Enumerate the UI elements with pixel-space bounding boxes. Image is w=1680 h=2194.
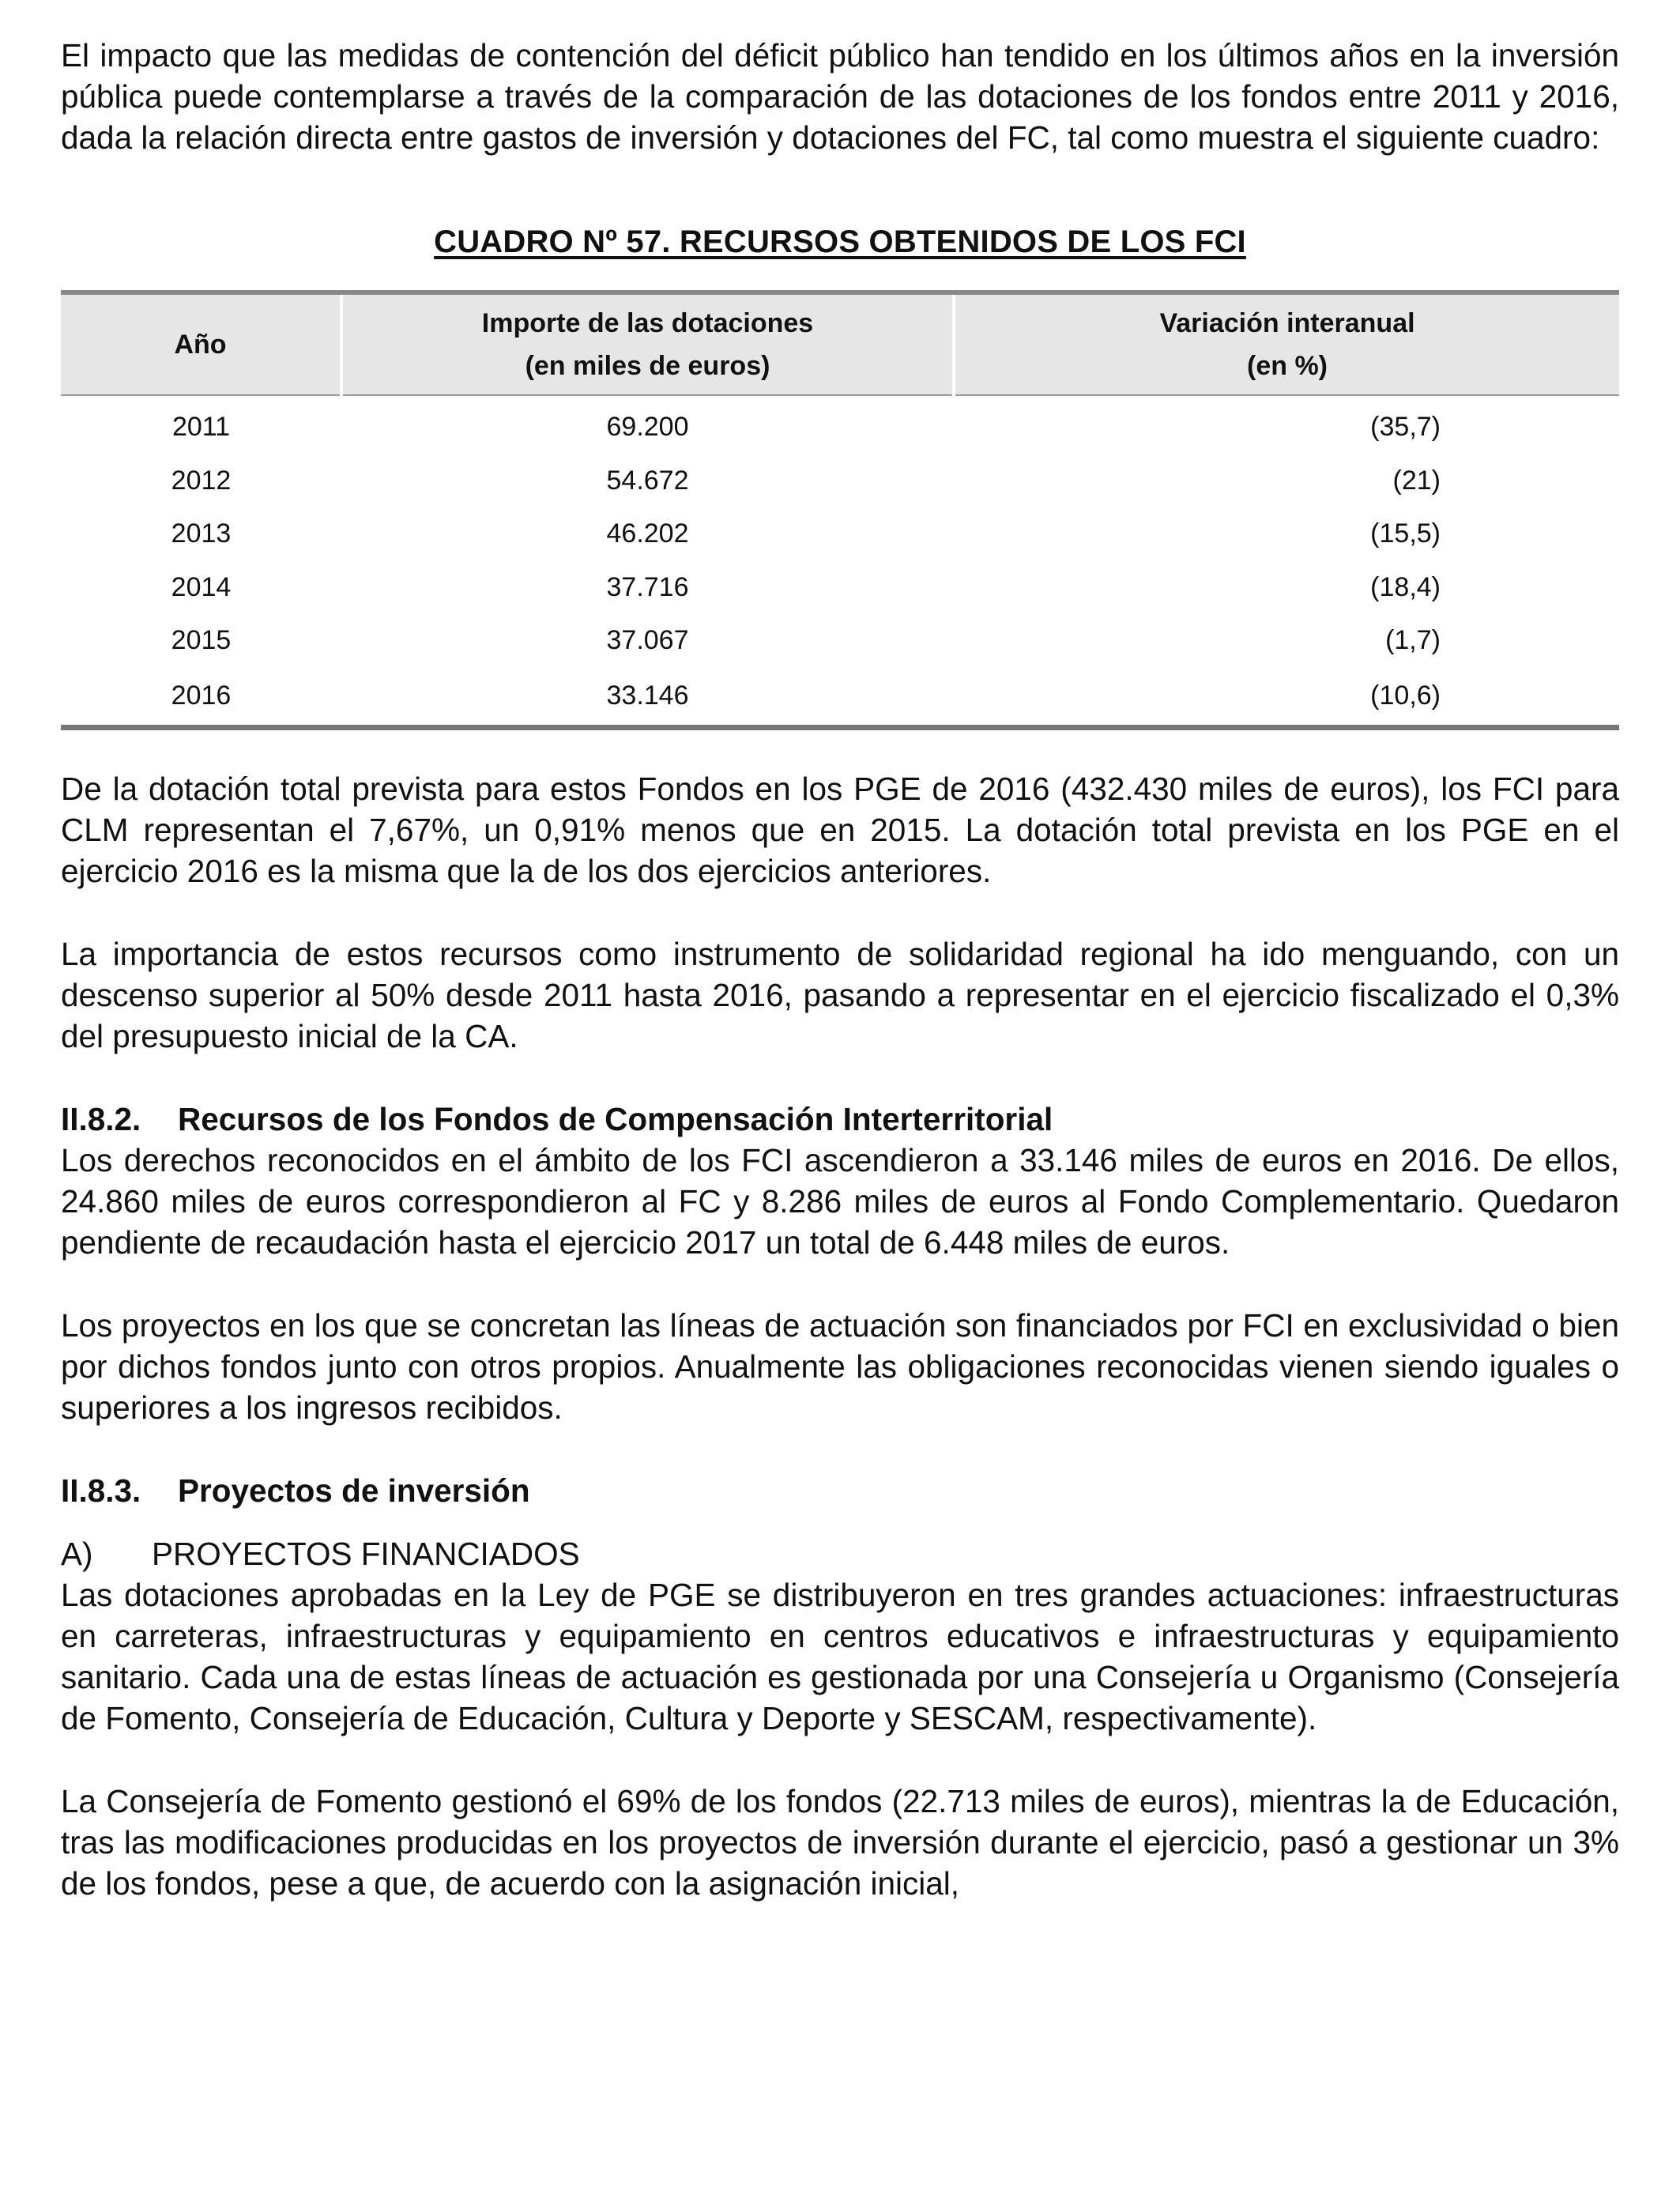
cell-year: 2014 [171, 571, 232, 602]
table-row [61, 668, 1619, 728]
cell-variation: (35,7) [1370, 412, 1441, 443]
cell-variation: (21) [1392, 465, 1441, 496]
section-title: Recursos de los Fondos de Compensación Interterritorial [178, 1100, 1053, 1137]
table-title: CUADRO Nº 57. RECURSOS OBTENIDOS DE LOS FCI [434, 224, 1246, 259]
cell-variation: (15,5) [1370, 518, 1441, 549]
header-amount-line1: Importe de las dotaciones [481, 308, 814, 338]
section-heading-ii-8-3 [61, 1470, 1619, 1511]
fomento-paragraph: La Consejería de Fomento gestionó el 69% de los fondos (22.713 miles de euros), mientras la de Educación, tras las modificaciones producidas en los proyectos de inversión durante el ejercicio, pasó a gestionar un 3% de los fondos, pese a que, de acuerdo con la asignación inicial, [61, 1782, 1619, 1902]
cell-year: 2012 [171, 465, 232, 496]
cell-year: 2016 [61, 668, 341, 728]
header-amount [341, 292, 954, 395]
cell-variation: (18,4) [1370, 571, 1441, 602]
table-row [61, 561, 1619, 615]
header-amount-line2: (en miles de euros) [525, 351, 770, 381]
section-number: II.8.3. [61, 1472, 141, 1509]
subsection-heading-a [61, 1533, 1619, 1574]
dotaciones-paragraph: Las dotaciones aprobadas en la Ley de PGE se distribuyeron en tres grandes actuaciones: infraestructuras en carreteras, infraestructuras y equipamiento en centros educativos e infraestructuras y equipamiento sanitario. Cada una de estas líneas de actuación es gestionada por una Consejería u Organismo (Consejería de Fomento, Consejería de Educación, Cultura y Deporte y SESCAM, respectivamente). [61, 1576, 1619, 1736]
cell-amount: 37.716 [606, 571, 689, 602]
section-number: II.8.2. [61, 1100, 141, 1137]
cell-year: 2015 [171, 625, 232, 656]
table-header-row [61, 292, 1619, 395]
cell-amount: 46.202 [606, 518, 689, 549]
derechos-paragraph: Los derechos reconocidos en el ámbito de los FCI ascendieron a 33.146 miles de euros en 2016. De ellos, 24.860 miles de euros correspondieron al FC y 8.286 miles de euros al Fondo Complementario. Quedaron pendiente de recaudación hasta el ejercicio 2017 un total de 6.448 miles de euros. [61, 1141, 1619, 1261]
cell-year: 2013 [171, 518, 232, 549]
table-row [61, 395, 1619, 454]
cell-variation: (10,6) [954, 668, 1619, 728]
intro-paragraph: El impacto que las medidas de contención del déficit público han tendido en los últimos años en la inversión pública puede contemplarse a través de la comparación de las dotaciones de los fondos entre 2011 y 2016, dada la relación directa entre gastos de inversión y dotaciones del FC, tal como muestra el siguiente cuadro: [61, 37, 1619, 156]
cell-variation: (1,7) [1385, 625, 1441, 656]
header-variation-line1: Variación interanual [1159, 308, 1415, 338]
cell-amount: 33.146 [341, 668, 954, 728]
header-variation-line2: (en %) [1247, 351, 1328, 381]
table-row [61, 454, 1619, 508]
cell-amount: 54.672 [606, 465, 689, 496]
header-year: Año [61, 292, 341, 395]
importancia-paragraph: La importancia de estos recursos como instrumento de solidaridad regional ha ido menguando, con un descenso superior al 50% desde 2011 hasta 2016, pasando a representar en el ejercicio fiscalizado el 0,3% del presupuesto inicial de la CA. [61, 935, 1619, 1054]
cell-amount: 69.200 [606, 412, 689, 443]
table-row [61, 507, 1619, 561]
cell-year: 2011 [171, 412, 231, 443]
section-heading-ii-8-2 [61, 1099, 1619, 1140]
cell-amount: 37.067 [606, 625, 689, 656]
subsection-letter: A) [61, 1535, 93, 1572]
table-row [61, 614, 1619, 668]
fci-resources-table [61, 290, 1619, 730]
dotacion-total-paragraph: De la dotación total prevista para estos Fondos en los PGE de 2016 (432.430 miles de euros), los FCI para CLM representan el 7,67%, un 0,91% menos que en 2015. La dotación total prevista en los PGE en el ejercicio 2016 es la misma que la de los dos ejercicios anteriores. [61, 770, 1619, 889]
proyectos-paragraph: Los proyectos en los que se concretan las líneas de actuación son financiados por FCI en exclusividad o bien por dichos fondos junto con otros propios. Anualmente las obligaciones reconocidas vienen siendo iguales o superiores a los ingresos recibidos. [61, 1306, 1619, 1426]
subsection-title: PROYECTOS FINANCIADOS [152, 1535, 580, 1572]
document-page [61, 35, 1619, 1904]
header-variation [954, 292, 1619, 395]
section-title: Proyectos de inversión [178, 1472, 530, 1509]
